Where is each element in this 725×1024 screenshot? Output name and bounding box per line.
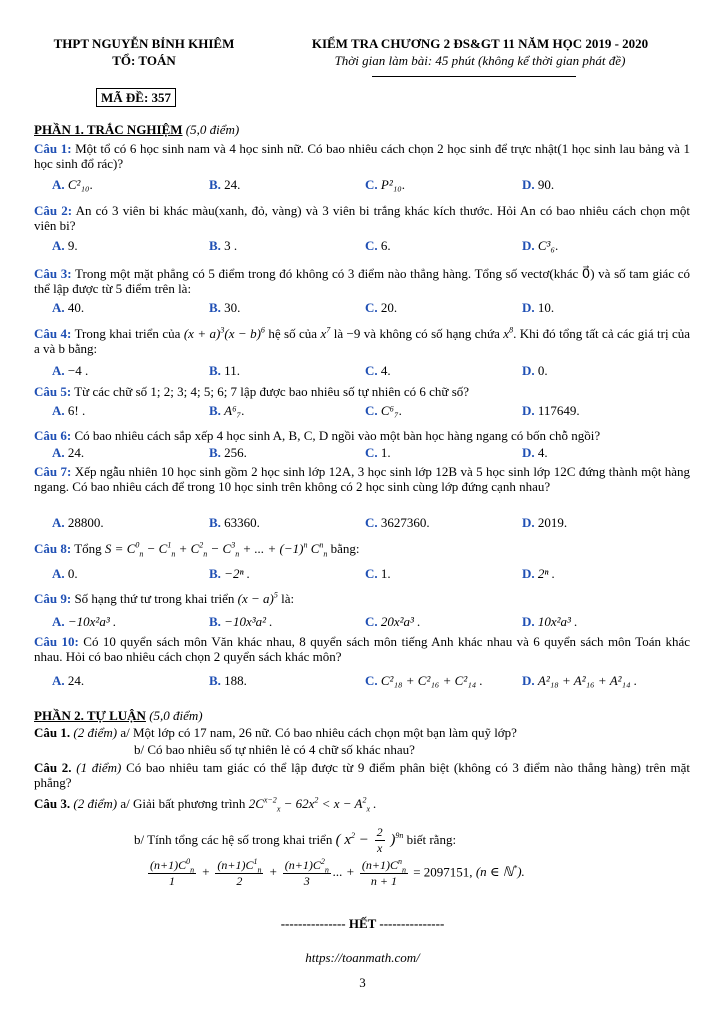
q1-options bbox=[52, 177, 692, 192]
q10-label: Câu 10: bbox=[34, 634, 79, 649]
q7-option-b[interactable]: B. 63360. bbox=[209, 515, 260, 530]
q9-option-d[interactable]: D. 10x²a³ . bbox=[522, 614, 578, 629]
exam-header bbox=[270, 36, 690, 70]
q2-option-b[interactable]: B. 3 . bbox=[209, 238, 238, 253]
q5-option-c[interactable]: C. C⁶₇. bbox=[365, 403, 402, 418]
q7-text: Xếp ngẫu nhiên 10 học sinh gồm 2 học sinh lớp 12A, 3 học sinh lớp 12B và 5 học sinh lớp 12C đứng thành một hàng ngang. Có bao nhiêu cách để trong 10 học sinh trên không có 2 học sinh cùng lớp đứng cạnh nhau? bbox=[34, 464, 690, 494]
q4-options bbox=[52, 363, 692, 378]
q7-options bbox=[52, 515, 692, 530]
q1-option-d[interactable]: D. 90. bbox=[522, 177, 555, 192]
q10-option-b[interactable]: B. 188. bbox=[209, 673, 247, 688]
q3-option-b[interactable]: B. 30. bbox=[209, 300, 241, 315]
q5-text: Từ các chữ số 1; 2; 3; 4; 5; 6; 7 lập được bao nhiêu số tự nhiên có 6 chữ số? bbox=[74, 384, 470, 399]
q2-option-a[interactable]: A. 9. bbox=[52, 238, 78, 253]
q7-option-c[interactable]: C. 3627360. bbox=[365, 515, 430, 530]
q10-options bbox=[52, 673, 692, 688]
q9-option-a[interactable]: A. −10x²a³ . bbox=[52, 614, 117, 629]
question-4: Câu 4: Trong khai triển của $(x + a)^3(x - b)^6$ hệ số của $x^7$ là −9 và không có số hạng chứa $x^8$. Khi đó tổng tất cả các giá trị của a và b bằng: bbox=[34, 325, 691, 356]
expansion-expression: ( $x^2$ − $\frac{2}{x}$ )$^{9n}$ bbox=[335, 825, 404, 855]
part1-points: (5,0 điểm) bbox=[185, 122, 240, 137]
q8-expression: $S = C^0_n - C^1_n + C^2_n - C^3_n$ + ... + $(-1)^n$ $C^n_n$ bbox=[104, 540, 328, 559]
q6-option-d[interactable]: D. 4. bbox=[522, 445, 548, 460]
q9-expression: $(x - a)^5$ bbox=[237, 590, 278, 606]
essay-2: Câu 2. (1 điểm) Có bao nhiêu tam giác có thể lập được từ 9 điểm phân biệt (không có 3 điểm nào thẳng hàng) trên mặt phẳng? bbox=[34, 760, 691, 790]
q9-option-c[interactable]: C. 20x²a³ . bbox=[365, 614, 421, 629]
q3-option-c[interactable]: C. 20. bbox=[365, 300, 398, 315]
question-8: Câu 8: Tổng $S = C^0_n - C^1_n + C^2_n - C^3_n$ + ... + $(-1)^n$ $C^n_n$ bằng: bbox=[34, 540, 360, 559]
page-number: 3 bbox=[359, 975, 366, 990]
q4-option-b[interactable]: B. 11. bbox=[209, 363, 240, 378]
q5-option-d[interactable]: D. 117649. bbox=[522, 403, 580, 418]
q10-option-c[interactable]: C. C²₁₈ + C²₁₆ + C²₁₄ . bbox=[365, 673, 483, 688]
essay-3b: b/ Tính tổng các hệ số trong khai triển ( $x^2$ − $\frac{2}{x}$ )$^{9n}$ biết rằng: bbox=[134, 825, 457, 855]
school-name: THPT NGUYỄN BỈNH KHIÊM bbox=[53, 36, 235, 51]
question-3 bbox=[34, 266, 690, 296]
q6-option-b[interactable]: B. 256. bbox=[209, 445, 247, 460]
q4-option-d[interactable]: D. 0. bbox=[522, 363, 548, 378]
question-10 bbox=[34, 634, 690, 664]
question-1 bbox=[34, 141, 690, 171]
q9-option-b[interactable]: B. −10x³a² . bbox=[209, 614, 273, 629]
part2-title: PHẦN 2. TỰ LUẬN bbox=[34, 708, 146, 723]
sum-expression: $\frac{(n+1)C^0_n}{1}$ + $\frac{(n+1)C^1_n}{2}$ + $\frac{(n+1)C^2_n}{3}$ ... + $\frac{(n+1)C^n_n}{n + 1}$ bbox=[150, 857, 406, 888]
q9-label: Câu 9: bbox=[34, 591, 72, 606]
q5-label: Câu 5: bbox=[34, 384, 72, 399]
q6-option-c[interactable]: C. 1. bbox=[365, 445, 391, 460]
question-9: Câu 9: Số hạng thứ tư trong khai triển $(x - a)^5$ là: bbox=[34, 590, 295, 606]
q8-label: Câu 8: bbox=[34, 541, 72, 556]
exam-title: KIỂM TRA CHƯƠNG 2 ĐS&GT 11 NĂM HỌC 2019 - 2020 bbox=[311, 36, 649, 51]
part1-heading bbox=[34, 122, 694, 137]
q4-expression: $(x + a)^3(x - b)^6$ bbox=[183, 325, 265, 341]
q7-option-a[interactable]: A. 28800. bbox=[52, 515, 104, 530]
q10-option-d[interactable]: D. A²₁₈ + A²₁₆ + A²₁₄ . bbox=[522, 673, 638, 688]
end-marker: --------------- HẾT --------------- bbox=[280, 916, 445, 931]
q1-option-b[interactable]: B. 24. bbox=[209, 177, 241, 192]
q5-options bbox=[52, 403, 692, 418]
essay-1-label: Câu 1. bbox=[34, 725, 71, 740]
inequality-expression: $2C^{x-2}_x - 62x^2 < x - A^2_x$ . bbox=[248, 795, 377, 814]
q4-option-c[interactable]: C. 4. bbox=[365, 363, 391, 378]
question-7 bbox=[34, 464, 690, 494]
question-6 bbox=[34, 428, 690, 443]
q3-option-a[interactable]: A. 40. bbox=[52, 300, 85, 315]
q10-option-a[interactable]: A. 24. bbox=[52, 673, 85, 688]
part1-title: PHẦN 1. TRẮC NGHIỆM bbox=[34, 122, 183, 137]
q8-options bbox=[52, 566, 692, 581]
part2-heading bbox=[34, 708, 694, 723]
essay-3a: Câu 3. (2 điểm) a/ Giải bất phương trình $2C^{x-2}_x - 62x^2 < x - A^2_x$ . bbox=[34, 795, 377, 814]
essay-1a: Câu 1. (2 điểm) a/ Một lớp có 17 nam, 26 nữ. Có bao nhiêu cách chọn một bạn làm quỹ lớp? bbox=[34, 725, 517, 740]
q3-label: Câu 3: bbox=[34, 266, 72, 281]
q2-label: Câu 2: bbox=[34, 203, 73, 218]
q6-label: Câu 6: bbox=[34, 428, 72, 443]
essay-1b: b/ Có bao nhiêu số tự nhiên lẻ có 4 chữ số khác nhau? bbox=[134, 742, 415, 757]
department: TỔ: TOÁN bbox=[112, 53, 176, 68]
q6-text: Có bao nhiêu cách sắp xếp 4 học sinh A, B, C, D ngồi vào một bàn học hàng ngang có bốn chỗ ngồi? bbox=[74, 428, 601, 443]
q3-text: Trong một mặt phẳng có 5 điểm trong đó không có 3 điểm nào thẳng hàng. Tổng số vectơ(khác 0⃗) và số tam giác có thể lập được từ 5 điểm trên là: bbox=[34, 266, 691, 296]
q8-option-c[interactable]: C. 1. bbox=[365, 566, 391, 581]
question-2 bbox=[34, 203, 690, 233]
q1-option-a[interactable]: A. C²₁₀. bbox=[52, 177, 93, 192]
q1-text: Một tổ có 6 học sinh nam và 4 học sinh nữ. Có bao nhiêu cách chọn 2 học sinh để trực nhật(1 học sinh lau bảng và 1 học sinh đổ rác)? bbox=[34, 141, 691, 171]
source-url[interactable]: https://toanmath.com/ bbox=[305, 950, 420, 965]
q1-option-c[interactable]: C. P²₁₀. bbox=[365, 177, 406, 192]
q8-option-d[interactable]: D. 2ⁿ . bbox=[522, 566, 555, 581]
q6-options bbox=[52, 445, 692, 460]
q9-options bbox=[52, 614, 692, 629]
exam-code-box: MÃ ĐỀ: 357 bbox=[96, 88, 176, 107]
q2-options bbox=[52, 238, 692, 253]
q5-option-a[interactable]: A. 6! . bbox=[52, 403, 86, 418]
essay-3-label: Câu 3. bbox=[34, 796, 71, 811]
header-rule bbox=[372, 76, 576, 77]
q1-label: Câu 1: bbox=[34, 141, 72, 156]
q8-option-b[interactable]: B. −2ⁿ . bbox=[209, 566, 251, 581]
q4-option-a[interactable]: A. −4 . bbox=[52, 363, 89, 378]
q3-option-d[interactable]: D. 10. bbox=[522, 300, 555, 315]
q2-option-d[interactable]: D. C³₆. bbox=[522, 238, 559, 253]
q10-text: Có 10 quyển sách môn Văn khác nhau, 8 quyển sách môn tiếng Anh khác nhau và 6 quyển sách môn Toán khác nhau. Hỏi có bao nhiêu cách chọn 2 quyển sách khác môn? bbox=[34, 634, 690, 664]
exam-time: Thời gian làm bài: 45 phút (không kể thời gian phát đề) bbox=[334, 53, 626, 68]
q3-options bbox=[52, 300, 692, 315]
q8-option-a[interactable]: A. 0. bbox=[52, 566, 78, 581]
q7-option-d[interactable]: D. 2019. bbox=[522, 515, 568, 530]
sum-condition: $\frac{(n+1)C^0_n}{1}$ + $\frac{(n+1)C^1_n}{2}$ + $\frac{(n+1)C^2_n}{3}$ ... + $\frac{(n+1)C^n_n}{n + 1}$ = 2097151, (n ∈ ℕ*). bbox=[146, 858, 696, 889]
part2-points: (5,0 điểm) bbox=[149, 708, 203, 723]
q6-option-a[interactable]: A. 24. bbox=[52, 445, 85, 460]
q4-label: Câu 4: bbox=[34, 326, 72, 341]
q2-text: An có 3 viên bi khác màu(xanh, đỏ, vàng) và 3 viên bi trắng khác kích thước. Hỏi An có bao nhiêu cách chọn một viên bi? bbox=[34, 203, 690, 233]
q2-option-c[interactable]: C. 6. bbox=[365, 238, 391, 253]
q7-label: Câu 7: bbox=[34, 464, 72, 479]
q5-option-b[interactable]: B. A⁶₇. bbox=[209, 403, 245, 418]
question-5 bbox=[34, 384, 690, 399]
school-header bbox=[34, 36, 254, 70]
sum-value: = 2097151, bbox=[413, 864, 473, 880]
essay-2-label: Câu 2. bbox=[34, 760, 72, 775]
